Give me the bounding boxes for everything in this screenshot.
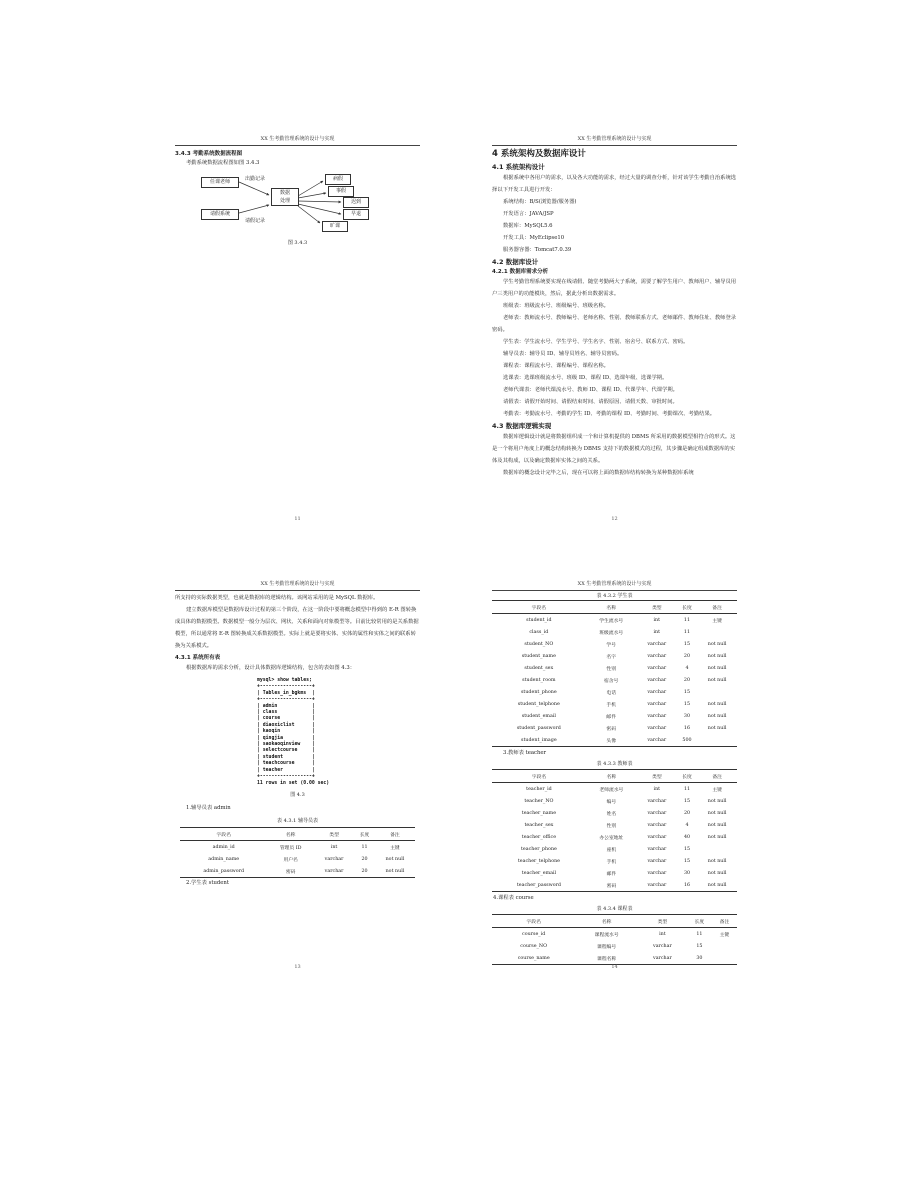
table-cell: 16 [683, 882, 691, 888]
body-line: 老师表：教师流水号、教师编号、老师名称、性别、教师联系方式、老师邮件、教师住址、教师登录密码。 [492, 315, 737, 333]
table-cell: teacher_sex [524, 822, 554, 828]
chapter-heading: 4 系统架构及数据库设计 [492, 149, 586, 159]
table-cell: 宿舍号 [604, 678, 619, 684]
table-cell: 主键 [712, 618, 722, 624]
table-row [492, 795, 737, 807]
table-row [492, 674, 737, 686]
body-paragraph: 数据库逻辑设计就是将数据组织成一个和计算机提供的 DBMS 所采用的数据模型相符合的形式。这是一个将用户角度上的概念结构转换为 DBMS 支持下的数据模式的过程，其步骤是确定组成数据库的实体及其构成，以及确定数据库实体之间的关系。 [492, 434, 736, 464]
table-cell [697, 686, 737, 698]
table-cell: class_id [529, 629, 549, 635]
table-caption: 表 4.3.3 教师表 [596, 761, 633, 767]
page-13 [175, 578, 420, 976]
table-cell: 性别 [606, 823, 617, 829]
col-header: 类型 [651, 605, 662, 611]
table-label: 1.辅导员表 admin [186, 805, 231, 811]
mysql-terminal-output: mysql> show tables; +------------------+ | Tables_in_bgkms | +------------------+ | admin | | class | | course | | diaoxiclist | | kaoqin | | qingjia | | saokaoqinview | | selectcourse | | student | | teachcourse | | teacher | +------------------+ 11 rows in set (0.00 sec) [257, 678, 330, 786]
body-line: 学生考勤管理系统要实现在线请假、随堂考勤两大子系统，需要了解学生用户、教师用户、辅导员用户三类用户的功能模块，然后，据此分析出数据需求。 [492, 279, 737, 297]
page-11 [175, 133, 420, 528]
table-cell: varchar [647, 689, 667, 695]
table-cell: 15 [683, 701, 691, 707]
table-row [180, 841, 415, 854]
table-cell: teacher_email [521, 870, 557, 876]
out-absent: 旷课 [322, 221, 348, 232]
table-cell: 30 [683, 870, 691, 876]
table-cell: not null [707, 725, 727, 731]
body-line: 请假表：请假开始时间、请假结束时间、请假原因、请假天数、审批时间。 [503, 399, 678, 405]
table-cell: 编号 [606, 799, 617, 805]
col-header: 类型 [657, 919, 668, 925]
table-row [492, 662, 737, 674]
table-cell [697, 734, 737, 747]
table-cell: 姓名 [606, 811, 617, 817]
table-cell: varchar [324, 856, 344, 862]
table-label: 4.课程表 course [493, 895, 534, 901]
table-cell: 15 [683, 798, 691, 804]
table-cell: not null [707, 653, 727, 659]
table-cell: varchar [647, 858, 667, 864]
table-cell: 管理员 ID [279, 845, 302, 851]
out-personal-leave: 事假 [328, 186, 354, 197]
col-header: 长度 [359, 832, 370, 838]
table-cell: 密码 [606, 883, 617, 889]
body-line: 选课表：选课班级流水号、班级 ID、课程 ID、选课年级、选课学期。 [503, 375, 668, 381]
flow-label-leave: 请假记录 [245, 218, 266, 224]
intro-text: 考勤系统数据流程图如图 3.4.3 [186, 160, 260, 166]
table-cell: 密码 [285, 869, 296, 875]
table-row [492, 734, 737, 747]
col-header: 字段名 [531, 774, 547, 780]
table-cell: 20 [361, 856, 368, 862]
table-cell: teacher_id [526, 786, 552, 792]
table-cell: 办公室地址 [599, 835, 624, 841]
table-cell: teacher_telphone [517, 858, 561, 864]
table-cell: 学生流水号 [599, 618, 624, 624]
table-cell: 学号 [606, 642, 617, 648]
process-box: 数据 处理 [271, 188, 299, 206]
env-item: 服务器容器：Tomcat7.0.39 [503, 247, 572, 253]
col-header: 备注 [390, 832, 400, 838]
teacher-table [492, 769, 737, 892]
table-cell: varchar [647, 834, 667, 840]
intro-paragraph: 根据系统中各用户的需求，以及各大功能的需求，经过大量的调查分析，针对该学生考勤自治系统选择以下开发工具进行开发： [492, 175, 737, 193]
table-cell: 老师流水号 [599, 787, 624, 793]
col-header: 名称 [606, 605, 617, 611]
table-cell: not null [707, 870, 727, 876]
table-cell: varchar [647, 846, 667, 852]
table-cell: 11 [683, 617, 691, 623]
table-cell: admin_password [203, 868, 245, 874]
table-cell: varchar [647, 677, 667, 683]
out-early-leave: 早退 [343, 209, 369, 220]
table-row [492, 940, 737, 952]
table-cell: teacher_NO [524, 798, 554, 804]
leave-system-box: 请假系统 [201, 209, 239, 220]
admin-table [180, 827, 415, 878]
table-cell: teacher_password [516, 882, 561, 888]
section-heading: 4.3 数据库逻辑实现 [492, 422, 552, 430]
table-cell: varchar [647, 641, 667, 647]
table-cell: not null [385, 856, 405, 862]
table-caption: 表 4.3.2 学生表 [596, 593, 633, 599]
table-cell: admin_id [212, 844, 235, 850]
table-cell: varchar [647, 882, 667, 888]
table-row [492, 626, 737, 638]
env-item: 系统结构：B/S(浏览器/服务器) [503, 199, 577, 205]
table-cell: 手机 [606, 702, 617, 708]
table-cell: not null [707, 713, 727, 719]
table-cell [697, 843, 737, 855]
table-cell: 20 [683, 653, 691, 659]
table-cell: 邮件 [606, 714, 617, 720]
section-heading: 4.2 数据库设计 [492, 258, 539, 266]
table-cell: 20 [683, 677, 691, 683]
page-header: XX 生考勤管理系统的设计与实现 [492, 578, 737, 591]
page-header: XX 生考勤管理系统的设计与实现 [175, 578, 420, 591]
table-cell: 主键 [719, 932, 730, 938]
subsection-heading: 4.3.1 系统所有表 [175, 655, 221, 661]
table-label: 2.学生表 student [186, 880, 229, 886]
table-cell: 11 [361, 844, 368, 850]
table-cell: varchar [647, 870, 667, 876]
table-cell: not null [707, 810, 727, 816]
table-row [492, 698, 737, 710]
table-row [492, 855, 737, 867]
table-cell: 11 [696, 931, 703, 937]
table-row [492, 783, 737, 796]
table-label: 3.教师表 teacher [503, 750, 547, 756]
table-cell: teacher_phone [520, 846, 557, 852]
section-heading: 3.4.3 考勤系统数据流程图 [175, 151, 243, 157]
table-cell: 500 [682, 737, 692, 743]
page-12 [492, 133, 737, 528]
table-cell: admin_name [208, 856, 240, 862]
table-cell: not null [707, 858, 727, 864]
table-cell: int [330, 844, 338, 850]
table-cell: varchar [647, 798, 667, 804]
table-cell: 15 [683, 846, 691, 852]
table-cell: not null [707, 882, 727, 888]
page-number: 12 [611, 516, 618, 522]
col-header: 名称 [285, 832, 296, 838]
table-cell: teacher_office [521, 834, 557, 840]
table-cell: 手机 [606, 859, 617, 865]
table-cell: 主键 [390, 845, 400, 851]
table-row [492, 843, 737, 855]
table-cell: 11 [683, 629, 691, 635]
table-cell: 电话 [606, 690, 617, 696]
table-cell: 15 [696, 943, 703, 949]
table-cell: 15 [683, 641, 691, 647]
table-row [492, 638, 737, 650]
table-cell: student_room [522, 677, 556, 683]
table-cell: teacher_name [521, 810, 557, 816]
table-cell: 20 [361, 868, 368, 874]
col-header: 备注 [719, 919, 730, 925]
col-header: 长度 [682, 774, 692, 780]
flow-label-attendance: 出勤记录 [245, 176, 266, 182]
table-cell: varchar [647, 822, 667, 828]
table-cell: not null [707, 665, 727, 671]
table-cell [697, 626, 737, 638]
student-table [492, 600, 737, 747]
body-paragraph: 数据库的概念设计完毕之后，现在可以将上面的数据库结构转换为某种数据库系统 [503, 470, 694, 476]
table-cell: 性别 [606, 666, 617, 672]
table-caption: 表 4.3.4 课程表 [596, 906, 633, 912]
table-row [492, 819, 737, 831]
table-cell: 15 [683, 858, 691, 864]
table-cell: student_phone [520, 689, 557, 695]
table-cell: not null [707, 834, 727, 840]
table-cell: varchar [647, 665, 667, 671]
table-cell: course_id [522, 931, 546, 937]
body-line: 辅导员表：辅导员 ID、辅导员姓名、辅导员密码。 [503, 351, 623, 357]
table-row [492, 879, 737, 892]
table-cell: varchar [324, 868, 344, 874]
table-cell: student_sex [524, 665, 554, 671]
page-number: 14 [611, 964, 618, 970]
table-row [492, 928, 737, 941]
env-item: 开发工具：MyEclipse10 [503, 235, 565, 241]
teacher-source-box: 任课老师 [201, 177, 239, 188]
table-cell: 用户名 [283, 857, 298, 863]
body-line: 课程表：课程流水号、课程编号、课程名称。 [503, 363, 609, 369]
col-header: 字段名 [216, 832, 231, 838]
body-paragraph: 建立数据库模型是数据库设计过程的第三个阶段，在这一阶段中要将概念模型中得到的 E-R 图转换成具体的数据模型。数据模型一般分为层次、网状、关系和面向对象模型等。目前比较常用的是关系数据模型，所以通常将 E-R 图转换成关系数据模型。实际上就是要将实体、实体的属性和实体之间的联系转换为关系模式。 [175, 607, 419, 649]
figure-caption: 图 3.4.3 [287, 240, 308, 246]
table-row [492, 867, 737, 879]
table-cell: 密码 [606, 726, 617, 732]
table-cell: student_image [521, 737, 557, 743]
table-cell: int [653, 629, 661, 635]
page-header: XX 生考勤管理系统的设计与实现 [492, 133, 737, 146]
col-header: 备注 [712, 605, 722, 611]
table-cell: student_telphone [517, 701, 560, 707]
table-cell: 邮件 [606, 871, 617, 877]
body-line: 老师代课表：老师代课流水号、教师 ID、课程 ID、代课学年、代课学期。 [503, 387, 678, 393]
col-header: 字段名 [531, 605, 547, 611]
table-cell: 名字 [606, 654, 617, 660]
col-header: 长度 [694, 919, 705, 925]
col-header: 名称 [601, 919, 612, 925]
table-cell: varchar [647, 653, 667, 659]
table-cell: 4 [685, 822, 689, 828]
table-cell: course_NO [520, 943, 548, 949]
out-sick-leave: 病假 [325, 174, 351, 185]
table-cell: 座机 [606, 847, 617, 853]
table-cell: 主键 [712, 787, 722, 793]
col-header: 长度 [682, 605, 692, 611]
figure-caption: 图 4.3 [290, 792, 305, 798]
table-cell: 16 [683, 725, 691, 731]
table-cell [712, 940, 737, 952]
table-cell: 课程流水号 [594, 932, 619, 938]
table-cell: 头像 [606, 738, 617, 744]
table-cell: 30 [696, 955, 703, 961]
table-cell: 20 [683, 810, 691, 816]
table-cell: int [653, 786, 661, 792]
table-cell: varchar [647, 713, 667, 719]
table-row [492, 710, 737, 722]
course-table [492, 914, 737, 965]
col-header: 类型 [652, 774, 662, 780]
table-cell: varchar [652, 955, 672, 961]
out-late: 迟到 [343, 197, 369, 208]
table-cell: int [653, 617, 661, 623]
intro-text: 根据数据库的需求分析，设计具体数据库逻辑结构，包含的表如图 4.3： [186, 665, 356, 671]
table-cell: 班级流水号 [599, 630, 624, 636]
env-item: 数据库：MySQL5.6 [503, 223, 553, 229]
table-cell: student_name [521, 653, 556, 659]
page-number: 13 [294, 964, 301, 970]
table-cell: varchar [647, 701, 667, 707]
col-header: 字段名 [526, 919, 541, 925]
body-line: 学生表：学生流水号、学生学号、学生名字、性别、宿舍号、联系方式、密码。 [503, 339, 689, 345]
table-cell: 4 [685, 665, 689, 671]
table-cell: 30 [683, 713, 691, 719]
body-line: 班级表：班级流水号、班级编号、班级名称。 [503, 303, 609, 309]
table-cell: not null [707, 822, 727, 828]
table-row [492, 722, 737, 734]
table-cell: varchar [652, 943, 672, 949]
table-caption: 表 4.3.1 辅导员表 [277, 818, 318, 824]
env-item: 开发语言：JAVA/JSP [503, 211, 554, 217]
table-cell: student_NO [524, 641, 554, 647]
table-row [492, 952, 737, 965]
body-line: 考勤表：考勤流水号、考勤的学生 ID、考勤的课程 ID、考勤时间、考勤课次、考勤结果。 [503, 411, 716, 417]
table-cell: student_id [526, 617, 552, 623]
table-row [180, 865, 415, 878]
table-cell: student_email [521, 713, 556, 719]
table-cell: 课程编号 [597, 944, 617, 950]
table-cell: 15 [683, 689, 691, 695]
table-row [180, 853, 415, 865]
section-heading: 4.1 系统架构设计 [492, 163, 545, 171]
table-row [492, 650, 737, 662]
table-row [492, 807, 737, 819]
table-cell: varchar [647, 810, 667, 816]
table-cell: not null [707, 701, 727, 707]
col-header: 备注 [712, 774, 722, 780]
table-cell: not null [707, 798, 727, 804]
table-row [492, 614, 737, 627]
table-cell: int [659, 931, 666, 937]
table-cell: 40 [683, 834, 691, 840]
page-number: 11 [294, 516, 301, 522]
page-header: XX 生考勤管理系统的设计与实现 [175, 133, 420, 146]
table-cell: 11 [683, 786, 691, 792]
table-row [492, 686, 737, 698]
col-header: 类型 [329, 832, 339, 838]
col-header: 名称 [606, 774, 617, 780]
table-cell: 课程名称 [597, 956, 617, 962]
table-cell [712, 952, 737, 965]
table-cell: student_password [516, 725, 561, 731]
table-cell: course_name [517, 955, 550, 961]
table-row [492, 831, 737, 843]
table-cell: not null [707, 677, 727, 683]
table-cell: not null [707, 641, 727, 647]
flow-diagram [195, 173, 395, 235]
table-cell: not null [385, 868, 405, 874]
subsection-heading: 4.2.1 数据库需求分析 [492, 269, 549, 275]
body-paragraph: 所支持的实际数据类型，也就是数据库的逻辑结构。该网站采用的是 MySQL 数据库。 [175, 595, 379, 601]
table-cell: varchar [647, 737, 667, 743]
table-cell: varchar [647, 725, 667, 731]
page-14 [492, 578, 737, 976]
